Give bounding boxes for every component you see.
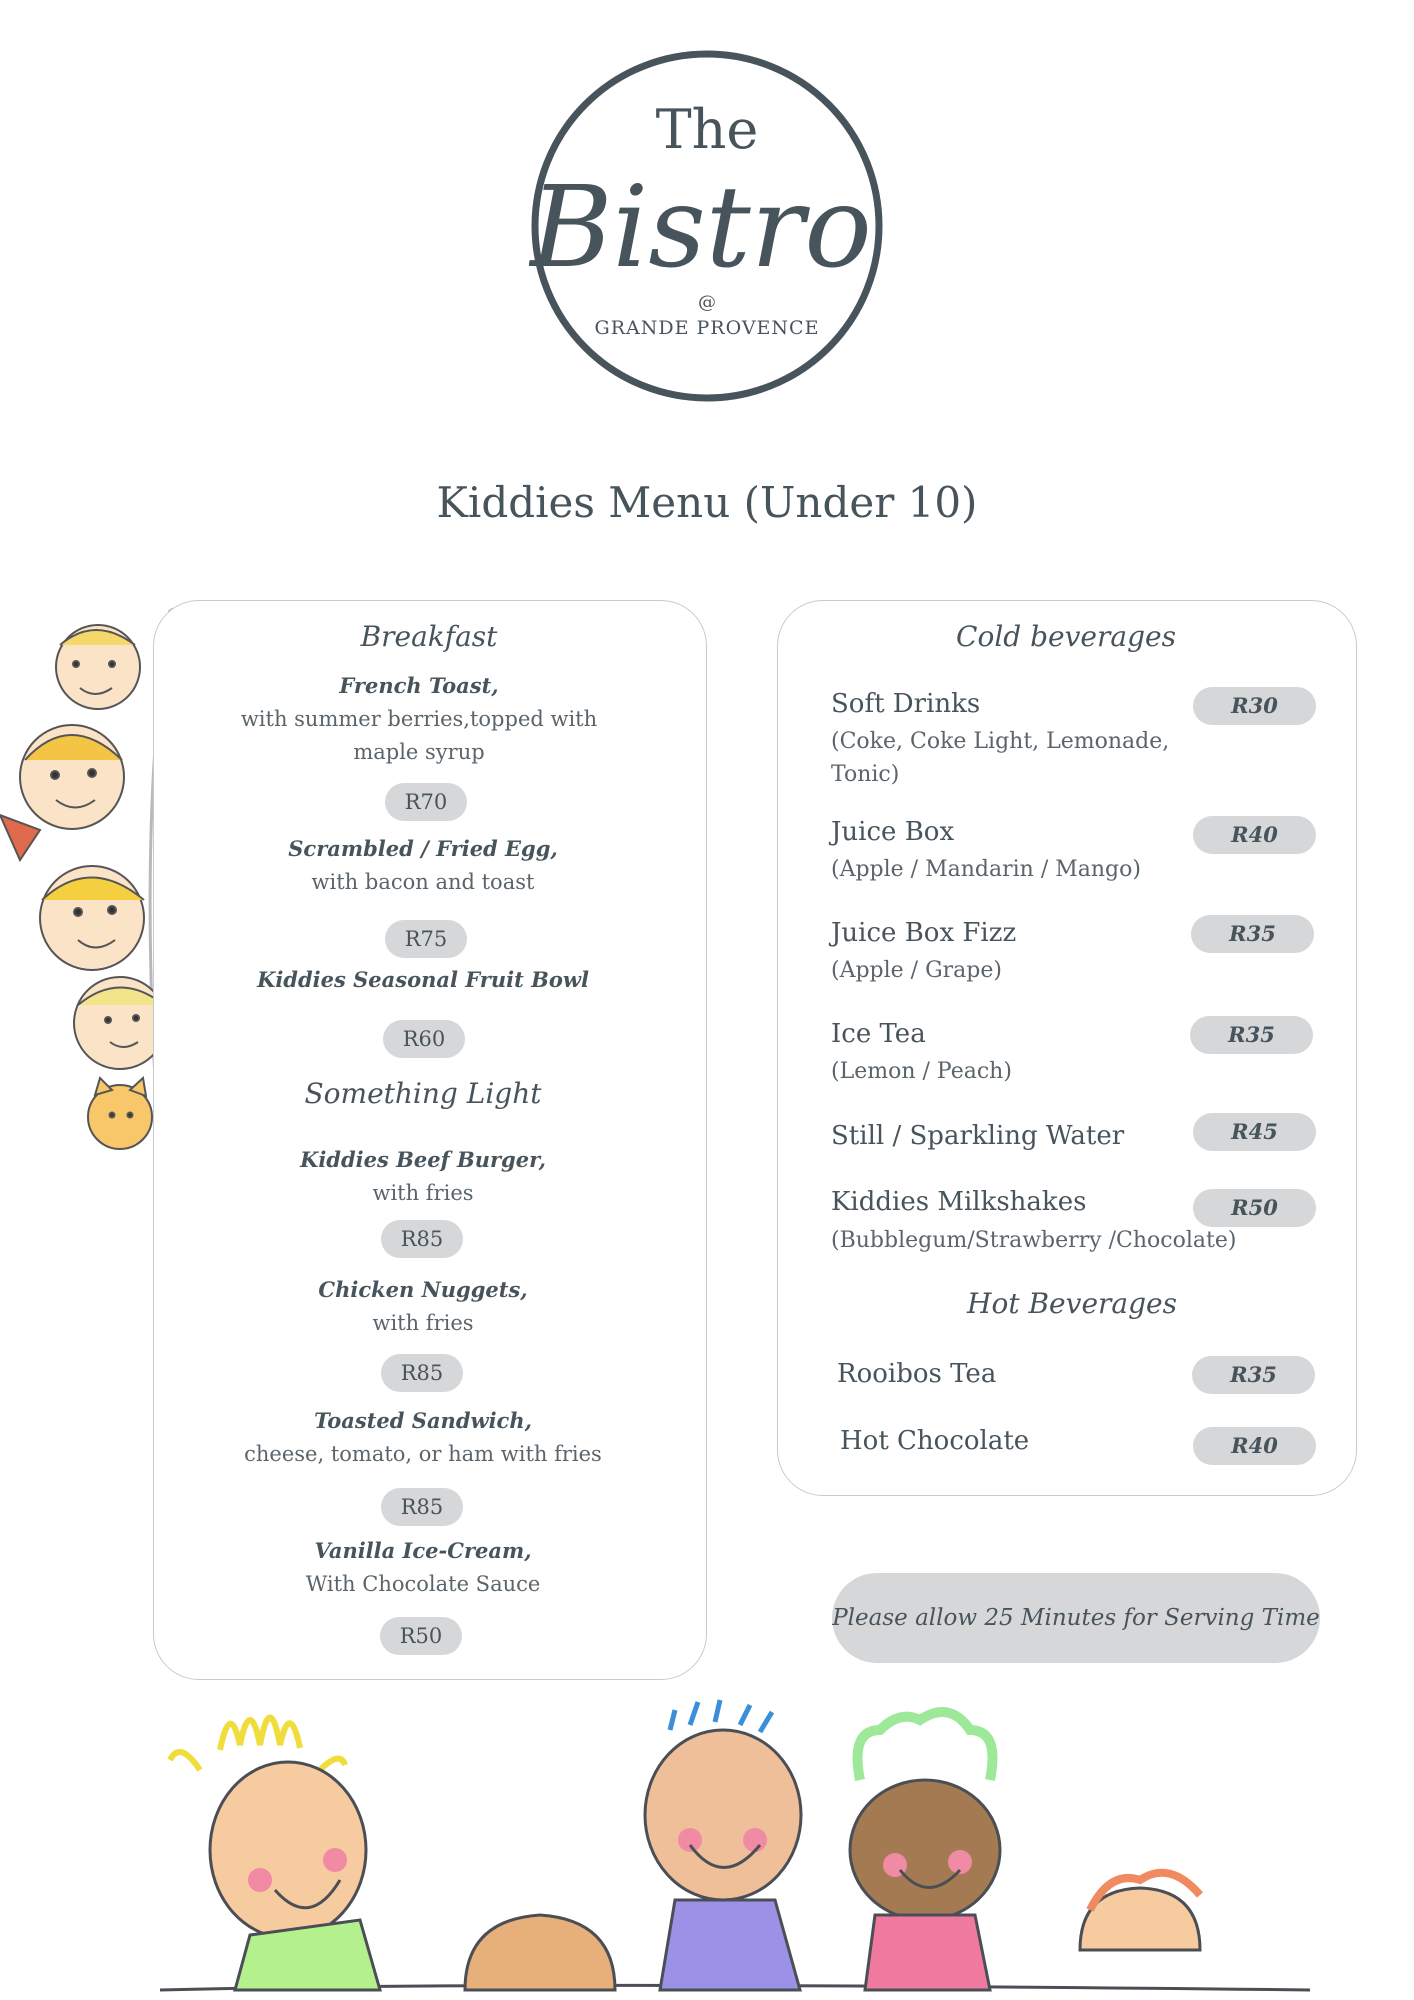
item-desc-french-toast-1: with summer berries,topped with [240, 707, 598, 731]
price-ice-tea: R35 [1190, 1016, 1313, 1054]
breakfast-heading: Breakfast [360, 620, 498, 653]
bev-desc-juice-box-fizz: (Apple / Grape) [831, 958, 1002, 983]
price-french-toast: R70 [385, 783, 467, 821]
price-chicken-nuggets: R85 [381, 1354, 463, 1392]
bev-desc-milkshakes: (Bubblegum/Strawberry /Chocolate) [831, 1228, 1237, 1253]
price-juice-box: R40 [1193, 816, 1316, 854]
bev-name-hot-chocolate: Hot Chocolate [840, 1426, 1030, 1456]
item-desc-chicken-nuggets: with fries [372, 1311, 474, 1335]
item-desc-french-toast-2: maple syrup [353, 740, 485, 764]
menu-title: Kiddies Menu (Under 10) [436, 478, 978, 527]
item-name-fruit-bowl: Kiddies Seasonal Fruit Bowl [257, 967, 589, 992]
price-vanilla-ice-cream: R50 [380, 1617, 462, 1655]
bev-name-water: Still / Sparkling Water [831, 1121, 1125, 1151]
price-soft-drinks: R30 [1193, 687, 1316, 725]
item-name-scrambled-egg: Scrambled / Fried Egg, [288, 836, 558, 861]
price-hot-chocolate: R40 [1193, 1427, 1316, 1465]
bev-desc-ice-tea: (Lemon / Peach) [831, 1059, 1012, 1084]
bev-name-rooibos-tea: Rooibos Tea [837, 1359, 997, 1389]
bev-name-soft-drinks: Soft Drinks [831, 689, 981, 719]
price-rooibos-tea: R35 [1192, 1356, 1315, 1394]
item-name-french-toast: French Toast, [339, 673, 499, 698]
price-beef-burger: R85 [381, 1220, 463, 1258]
item-name-toasted-sandwich: Toasted Sandwich, [314, 1408, 532, 1433]
price-scrambled-egg: R75 [385, 920, 467, 958]
item-desc-scrambled-egg: with bacon and toast [311, 870, 535, 894]
bev-desc-juice-box: (Apple / Mandarin / Mango) [831, 857, 1141, 882]
bev-name-juice-box-fizz: Juice Box Fizz [831, 918, 1017, 948]
bev-name-ice-tea: Ice Tea [831, 1019, 926, 1049]
logo-at-text: @ [698, 292, 716, 313]
price-fruit-bowl: R60 [383, 1020, 465, 1058]
item-desc-toasted-sandwich: cheese, tomato, or ham with fries [244, 1442, 602, 1466]
item-desc-vanilla-ice-cream: With Chocolate Sauce [305, 1572, 541, 1596]
price-water: R45 [1193, 1113, 1316, 1151]
peeking-kids-illustration [0, 600, 175, 1160]
logo-the-text: The [655, 98, 759, 161]
kids-drawing-illustration [160, 1690, 1310, 2000]
price-milkshakes: R50 [1193, 1189, 1316, 1227]
item-desc-beef-burger: with fries [372, 1181, 474, 1205]
cold-beverages-heading: Cold beverages [956, 620, 1176, 653]
item-name-beef-burger: Kiddies Beef Burger, [300, 1147, 546, 1172]
hot-beverages-heading: Hot Beverages [967, 1287, 1177, 1320]
bev-desc-soft-drinks-2: Tonic) [831, 762, 900, 787]
bev-name-milkshakes: Kiddies Milkshakes [831, 1187, 1087, 1217]
item-name-chicken-nuggets: Chicken Nuggets, [318, 1277, 528, 1302]
item-name-vanilla-ice-cream: Vanilla Ice-Cream, [314, 1538, 532, 1563]
serving-time-note: Please allow 25 Minutes for Serving Time [832, 1573, 1320, 1663]
price-toasted-sandwich: R85 [381, 1488, 463, 1526]
price-juice-box-fizz: R35 [1191, 915, 1314, 953]
logo-bistro-text: Bistro [530, 163, 872, 293]
something-light-heading: Something Light [304, 1077, 542, 1110]
bev-name-juice-box: Juice Box [831, 817, 955, 847]
logo-grande-provence-text: GRANDE PROVENCE [594, 317, 820, 339]
bistro-logo [529, 48, 885, 404]
bev-desc-soft-drinks-1: (Coke, Coke Light, Lemonade, [831, 729, 1170, 754]
